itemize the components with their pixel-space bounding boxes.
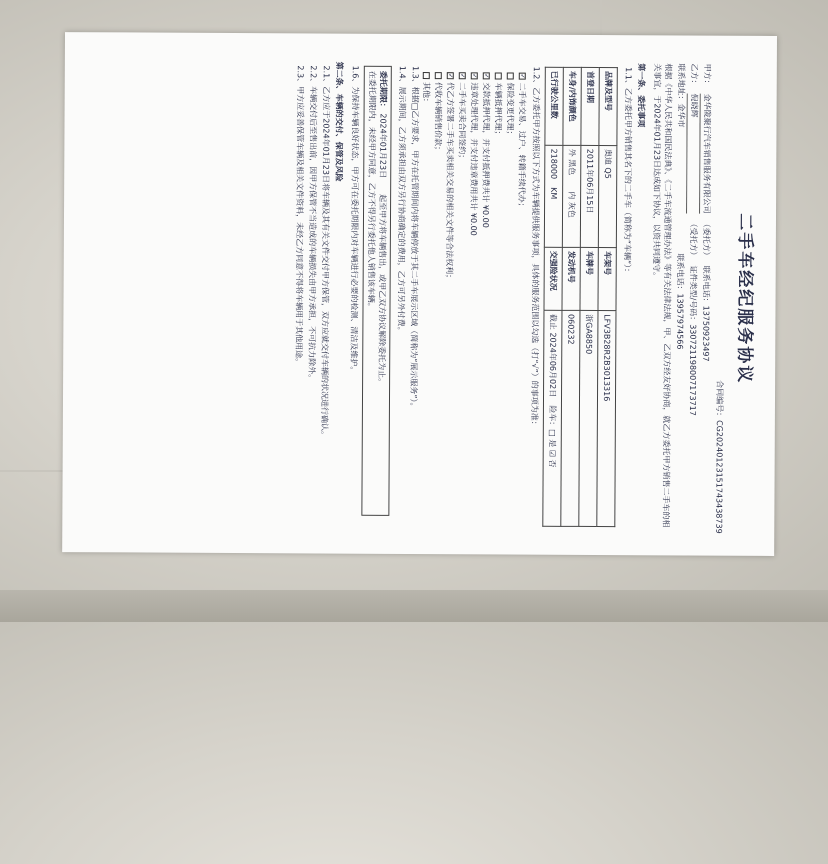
checked-box-icon <box>483 72 490 79</box>
party-b-name: 倪晓辉 <box>686 94 700 214</box>
service-checklist <box>418 62 529 533</box>
checklist-label: 代收车辆销售价款； <box>433 82 444 155</box>
mileage-value: 218000 KM <box>544 145 563 247</box>
clause-2-1: 2.1、乙方应于2024年01月23日将车辆及其有关文件交付甲方保管，双方应就交付车辆的状况进行确认。 <box>319 65 331 439</box>
contract-number: 合同编号：CG20240123151743438739 <box>714 380 725 534</box>
clause-1-6: 1.6、为保持车辆良好状态，甲方可在委托期限内对车辆进行必要的检测、清洁及维护。 <box>349 65 360 375</box>
checklist-label: 代乙方签署二手车买卖相关交易的相关文件等合法权利； <box>445 82 456 283</box>
checkbox-icon <box>435 72 442 79</box>
checkbox-icon <box>507 73 514 80</box>
party-b-id: 证件类型/号码：330721198007173717 <box>687 265 698 416</box>
cell-label: 车身/内饰颜色 <box>563 67 581 145</box>
checked-box-icon <box>459 72 466 79</box>
clause-2-2: 2.2、车辆交付后至售出前，因甲方保管不当造成的车辆损失由甲方承担，不可抗力除外。 <box>307 65 318 383</box>
deadline-note: 在委托期限内，未经甲方同意，乙方不得另行委托他人销售该车辆。 <box>366 70 377 311</box>
checkbox-icon <box>495 72 502 79</box>
agreement <box>290 61 759 534</box>
brand-value: 奥迪 Q5 <box>598 145 617 247</box>
clause-1-3: 1.3、根据□乙方要求，甲方在托管期间内将车辆停放于其二手车展示区域（简称为“展示服务”）。 <box>408 65 420 411</box>
clause-2-3: 2.3、甲方应妥善保管车辆及相关文件资料，未经乙方同意不得将车辆用于其他用途。 <box>294 65 305 367</box>
document-page <box>150 33 777 864</box>
cell-label: 发动机号 <box>562 247 580 310</box>
checklist-label: 车辆抵押代理； <box>493 82 504 139</box>
party-b-contact <box>671 63 687 533</box>
party-a-phone: 联系电话：13750923497 <box>701 265 711 362</box>
cell-label: 交强险状况 <box>544 247 562 310</box>
deadline-box: 委托期限： 2024年01月23日 起至甲方将车辆售出，或甲乙双方协议解除委托为止。 在委托期限内，未经甲方同意，乙方不得另行委托他人销售该车辆。 <box>361 66 391 516</box>
clause-1-2: 1.2、乙方委托甲方按照以下方式为车辆提供服务事项，具体的服务范围以勾选（打“√”）的事项为准： <box>529 66 541 429</box>
clause-1-4: 1.4、展示期间，乙方须承担由双方另行协商确定的费用，乙方可另外付费。 <box>396 65 407 335</box>
party-b-phone: 联系电话：13957974566 <box>675 253 685 350</box>
engine-value: 060232 <box>561 310 580 526</box>
preamble: 根据《中华人民共和国民法典》、《二手车流通管理办法》等有关法律法规，甲、乙双方经友好协商，就乙方委托甲方销售二手车的相关事宜，于2024年01月23日达成如下协议，以资共同遵守。 <box>651 63 673 528</box>
page-title: 二手车经纪服务协议 <box>734 213 756 385</box>
plate-value: 浙GA8850 <box>579 311 598 527</box>
party-a-row: 甲方： 金华陇聚行汽车销售服务有限公司 （委托方） 联系电话：13750923497 <box>697 64 713 534</box>
insurance-value: 截止 2024年06月02日 险车：□ 是 ☑ 否 <box>543 310 562 526</box>
cell-label: 首登日期 <box>581 67 599 145</box>
checklist-label: 违章处理代理，并支付违章费用共计 ¥0.00 <box>469 82 480 236</box>
checklist-label: 其他： <box>422 82 432 107</box>
vin-value: LFV3B28R2B3013316 <box>597 311 616 527</box>
color-value: 外 黑色 内 灰色 <box>562 145 581 247</box>
party-b-address: 联系地址：金华市 <box>676 63 686 128</box>
section-1-heading: 第一条、委托事项 <box>636 63 646 128</box>
checklist-label: 二手车交易、过户、转籍手续代办； <box>517 82 528 211</box>
cell-label: 车牌号 <box>580 247 598 310</box>
checked-box-icon <box>471 72 478 79</box>
cell-label: 已行驶公里数 <box>545 67 563 145</box>
checkbox-icon <box>423 72 430 79</box>
seat-seam <box>600 0 602 40</box>
party-a-name: 金华陇聚行汽车销售服务有限公司 <box>699 94 713 214</box>
party-b-row: 乙方： 倪晓辉 （受托方） 证件类型/号码：330721198007173717 <box>684 64 700 534</box>
checklist-label: 二手车买卖合同签约； <box>457 82 468 163</box>
vehicle-info-table <box>542 67 618 527</box>
cell-label: 品牌及型号 <box>599 68 617 146</box>
section-2-heading: 第二条、车辆的交付、保管及风险 <box>334 61 344 182</box>
checklist-label: 保险变更代理； <box>505 82 516 139</box>
registration-date: 2011年06月15日 <box>580 145 599 247</box>
checklist-label: 交款抵押代理，并支付抵押费共计 ¥0.00 <box>481 82 492 228</box>
clause-1-1: 1.1、乙方委托甲方销售其名下的二手车（简称为“车辆”）： <box>622 67 633 277</box>
deadline-value: 2024年01月23日 起至甲方将车辆售出，或甲乙双方协议解除委托为止。 <box>377 113 388 387</box>
checked-box-icon <box>447 72 454 79</box>
checked-box-icon <box>519 73 526 80</box>
cell-label: 车架号 <box>598 248 616 311</box>
paper-sheet <box>62 32 777 556</box>
